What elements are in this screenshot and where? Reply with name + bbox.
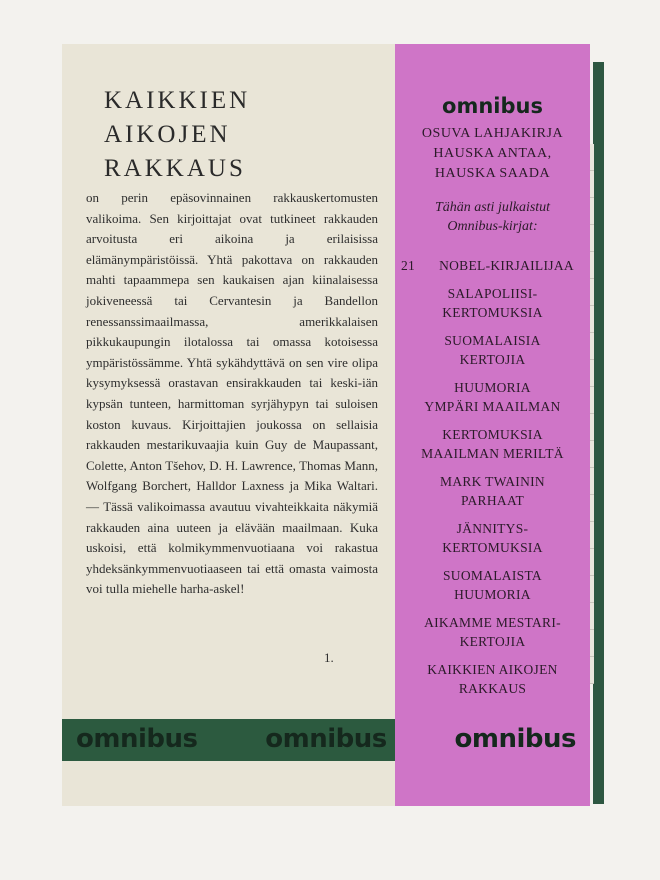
note-line: Tähän asti julkaistut	[434, 200, 551, 215]
list-item-line: PARHAAT	[460, 493, 525, 508]
cover-bottom-strip-pink	[395, 761, 590, 806]
cover-title	[104, 84, 364, 186]
list-item	[395, 613, 590, 651]
book-spine	[593, 62, 604, 804]
band-brand-word: omnibus	[265, 724, 387, 754]
list-item	[395, 566, 590, 604]
list-item	[395, 660, 590, 698]
list-item-line: MARK TWAININ	[440, 474, 545, 489]
slogan-line: HAUSKA ANTAA,	[433, 146, 552, 161]
note-line: Omnibus-kirjat:	[447, 219, 538, 234]
list-item-line: MAAILMAN MERILTÄ	[421, 446, 564, 461]
list-item-line: JÄNNITYS-	[456, 521, 529, 536]
slogan-line: HAUSKA SAADA	[434, 166, 551, 181]
list-item-line: KAIKKIEN AIKOJEN	[427, 662, 558, 677]
band-brand-word: omnibus	[454, 724, 576, 754]
list-item	[395, 256, 590, 275]
list-item	[395, 284, 590, 322]
list-item-line: KERTOMUKSIA	[442, 427, 543, 442]
book-back-cover	[62, 44, 600, 806]
published-note	[395, 198, 590, 236]
list-item-line: KERTOMUKSIA	[442, 540, 543, 555]
list-item	[395, 331, 590, 369]
list-item-line: KERTOMUKSIA	[442, 305, 543, 320]
title-line: AIKOJEN	[104, 121, 231, 148]
list-item	[395, 378, 590, 416]
list-item-line: HUUMORIA	[454, 587, 531, 602]
brand-logo: omnibus	[442, 94, 543, 118]
list-item-line: SUOMALAISIA	[444, 333, 541, 348]
title-line: KAIKKIEN	[104, 87, 251, 114]
list-item-line: SALAPOLIISI-	[447, 286, 538, 301]
brand-band	[62, 717, 590, 761]
title-line: RAKKAUS	[104, 155, 246, 182]
published-titles-list	[395, 256, 590, 707]
list-item	[395, 425, 590, 463]
list-item-line: NOBEL-KIRJAILIJAA	[439, 258, 574, 273]
list-item-line: KERTOJIA	[459, 634, 526, 649]
list-number: 21	[401, 258, 416, 273]
list-item-line: HUUMORIA	[454, 380, 531, 395]
list-item	[395, 519, 590, 557]
list-item-line: YMPÄRI MAAILMAN	[424, 399, 561, 414]
list-item-line: KERTOJIA	[459, 352, 526, 367]
list-item	[395, 472, 590, 510]
slogan-line: OSUVA LAHJAKIRJA	[421, 126, 564, 141]
list-item-line: SUOMALAISTA	[443, 568, 542, 583]
description-text: on perin epäsovinnainen rakkauskertomusten valikoima. Sen kirjoittajat ovat tutkineet rakkauden arvoitusta eri aikoina ja erilaisissa elämänympäristöissä. Yhtä pakottava on rakkauden mahti tapaammepa sen kaukaisen ajan kiinalaisessa jokiveneessä tai Cervantesin ja Bandellon renessanssimaailmassa, amerikkalaisen pikkukaupungin ilotalossa tai omassa kotoisessa ympäristössämme. Yhtä sykähdyttävä on sen vire olipa kysymyksessä orastavan ensirakkauden tai keski-iän kypsän tunteen, harmittoman syrjähypyn tai suloisen koston kuvaus. Kirjoittajien joukossa on sellaisia rakkauden mestarikuvaajia kuin Guy de Maupassant, Colette, Anton Tšehov, D. H. Lawrence, Thomas Mann, Wolfgang Borchert, Halldor Laxness ja Mika Waltari. — Tässä valikoimassa avautuu vivahteikkaita näkymiä rakkauden aina uuteen ja elävään maailmaan. Kuka uskoisi, että kolmikymmenvuotiaana voi rakastua yhdeksänkymmenvuotiaaseen tai että omasta vaimosta voi tulla miehelle harha-askel!	[86, 190, 378, 597]
page-number: 1.	[324, 650, 334, 665]
slogan	[395, 124, 590, 184]
list-item-line: AIKAMME MESTARI-	[424, 615, 561, 630]
band-brand-word: omnibus	[76, 724, 198, 754]
list-item-line: RAKKAUS	[458, 681, 527, 696]
